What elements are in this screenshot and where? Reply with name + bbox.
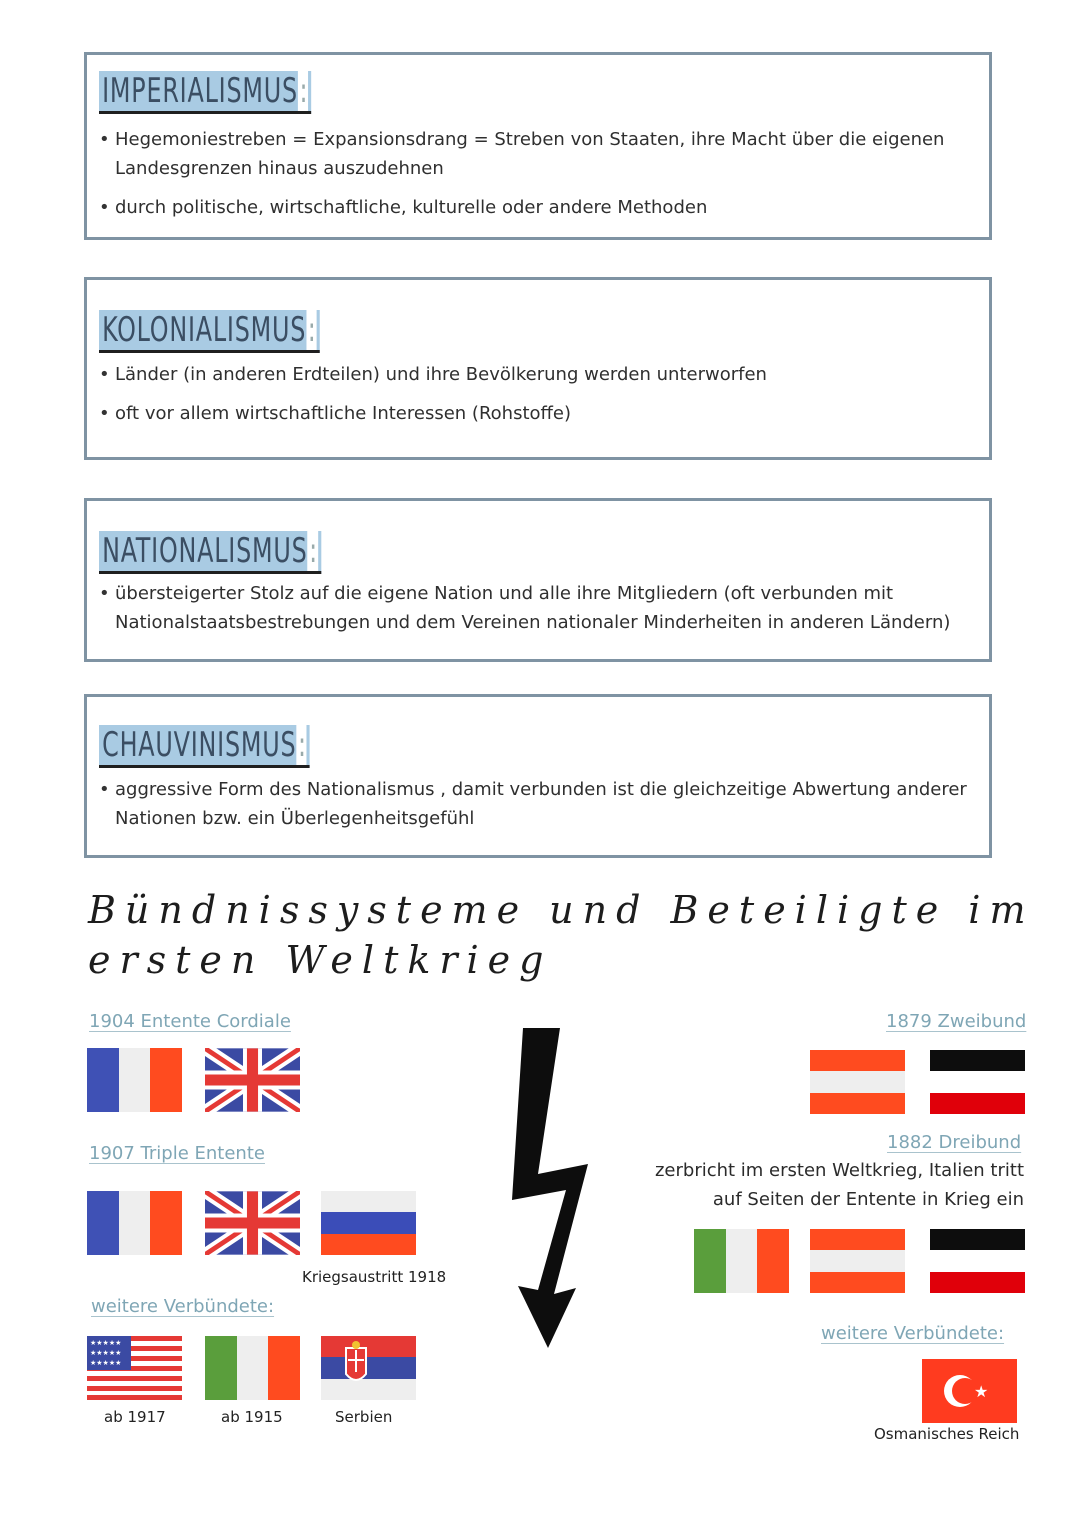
svg-text:★★★★★: ★★★★★ bbox=[90, 1349, 122, 1357]
flag-france-icon bbox=[87, 1048, 182, 1112]
bullet-item: • Hegemoniestreben = Expansionsdrang = Streben von Staaten, ihre Macht über die eigenen Landesgrenzen hinaus auszudehnen bbox=[99, 125, 973, 183]
flag-german-empire-icon bbox=[930, 1229, 1025, 1293]
bullet-list bbox=[99, 125, 973, 232]
serbia-note: Serbien bbox=[335, 1408, 393, 1426]
flag-german-empire-icon bbox=[930, 1050, 1025, 1114]
box-title: KOLONIALISMUS: bbox=[99, 310, 320, 353]
bullet-item: • aggressive Form des Nationalismus , damit verbunden ist die gleichzeitige Abwertung anderer Nationen bzw. ein Überlegenheitsgefühl bbox=[99, 775, 973, 833]
flag-uk-icon bbox=[205, 1191, 300, 1255]
flag-serbia-icon bbox=[321, 1336, 416, 1400]
bullet-list bbox=[99, 775, 973, 843]
flag-ottoman-icon bbox=[922, 1359, 1017, 1423]
section-heading-line2: ersten Weltkrieg bbox=[88, 938, 553, 982]
flag-austria-icon bbox=[810, 1050, 905, 1114]
bullet-item: • Länder (in anderen Erdteilen) und ihre Bevölkerung werden unterworfen bbox=[99, 360, 973, 389]
dreibund-note-line1: zerbricht im ersten Weltkrieg, Italien tritt bbox=[654, 1160, 1024, 1181]
bullet-list bbox=[99, 360, 973, 438]
flag-italy-icon bbox=[694, 1229, 789, 1293]
russia-note: Kriegsaustritt 1918 bbox=[302, 1268, 447, 1286]
bullet-item: • übersteigerter Stolz auf die eigene Nation und alle ihre Mitgliedern (oft verbunden mit Nationalstaatsbestrebungen und dem Vereinen nationaler Minderheiten in anderen Ländern) bbox=[99, 579, 973, 637]
dreibund-label: 1882 Dreibund bbox=[887, 1132, 1022, 1153]
italy-note: ab 1915 bbox=[221, 1408, 283, 1426]
lightning-arrow-icon bbox=[508, 1024, 598, 1354]
zweibund-label: 1879 Zweibund bbox=[886, 1011, 1027, 1032]
right-allies-label: weitere Verbündete: bbox=[821, 1323, 1005, 1344]
definition-box-kolonialismus bbox=[84, 277, 992, 460]
flag-uk-icon bbox=[205, 1048, 300, 1112]
ottoman-note: Osmanisches Reich bbox=[874, 1425, 1020, 1443]
flag-russia-icon bbox=[321, 1191, 416, 1255]
left-allies-label: weitere Verbündete: bbox=[91, 1296, 275, 1317]
box-title: IMPERIALISMUS: bbox=[99, 71, 311, 114]
section-heading-line1: Bündnissysteme und Beteiligte im bbox=[88, 888, 1035, 932]
flag-france-icon bbox=[87, 1191, 182, 1255]
svg-text:★★★★★: ★★★★★ bbox=[90, 1359, 122, 1367]
entente-cordiale-label: 1904 Entente Cordiale bbox=[89, 1011, 291, 1032]
box-title: CHAUVINISMUS: bbox=[99, 725, 310, 768]
bullet-list bbox=[99, 579, 973, 647]
svg-text:★: ★ bbox=[974, 1382, 989, 1401]
flag-usa-icon bbox=[87, 1336, 182, 1400]
usa-note: ab 1917 bbox=[104, 1408, 166, 1426]
definition-box-imperialismus bbox=[84, 52, 992, 240]
triple-entente-label: 1907 Triple Entente bbox=[89, 1143, 265, 1164]
flag-italy-icon bbox=[205, 1336, 300, 1400]
definition-box-chauvinismus bbox=[84, 694, 992, 858]
definition-box-nationalismus bbox=[84, 498, 992, 662]
svg-text:★★★★★: ★★★★★ bbox=[90, 1339, 122, 1347]
box-title: NATIONALISMUS: bbox=[99, 531, 321, 574]
dreibund-note-line2: auf Seiten der Entente in Krieg ein bbox=[712, 1189, 1024, 1210]
flag-austria-icon bbox=[810, 1229, 905, 1293]
bullet-item: • durch politische, wirtschaftliche, kulturelle oder andere Methoden bbox=[99, 193, 973, 222]
bullet-item: • oft vor allem wirtschaftliche Interessen (Rohstoffe) bbox=[99, 399, 973, 428]
